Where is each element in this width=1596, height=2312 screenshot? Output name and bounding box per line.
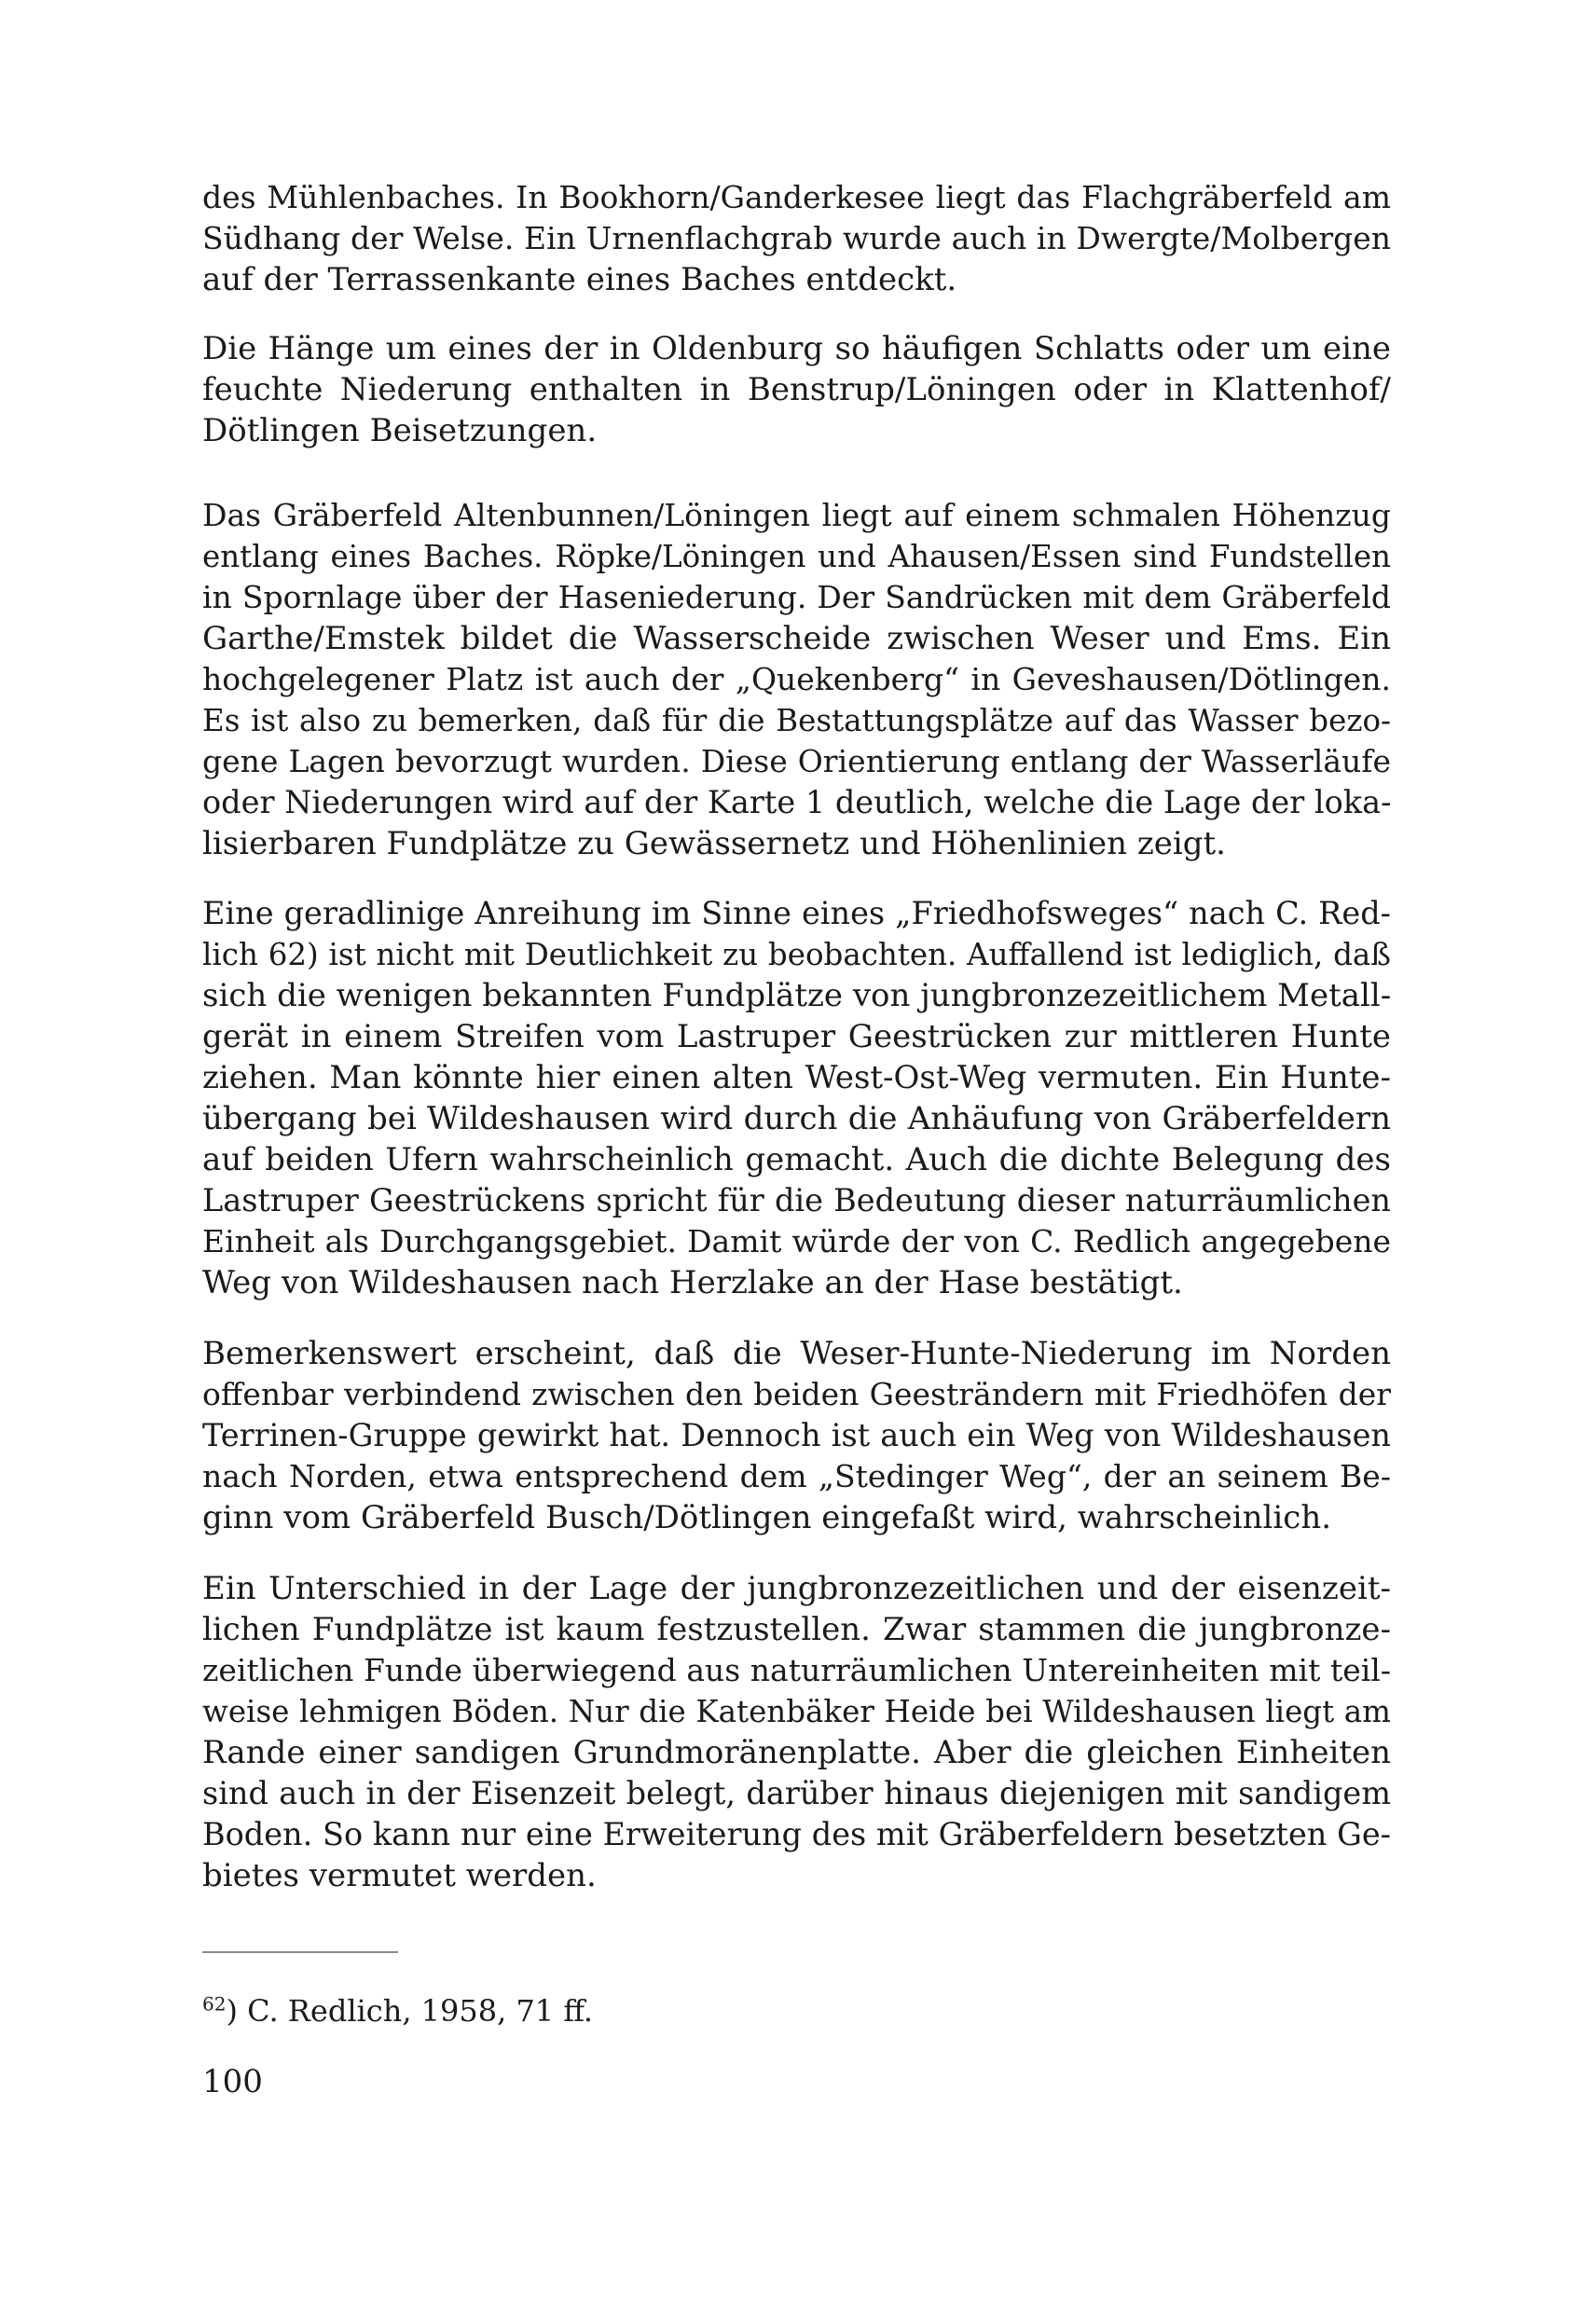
paragraph-1 — [202, 177, 1391, 300]
text-line: bietes vermutet werden. — [202, 1857, 597, 1894]
text-line: gerät in einem Streifen vom Lastruper Geestrücken zur mittleren Hunte — [202, 1018, 1391, 1055]
page-number: 100 — [202, 2063, 263, 2100]
text-line: Das Gräberfeld Altenbunnen/Löningen liegt auf einem schmalen Höhenzug — [202, 497, 1391, 533]
text-line: hochgelegener Platz ist auch der „Quekenberg“ in Geveshausen/Dötlingen. — [202, 661, 1391, 697]
text-line: in Spornlage über der Haseniederung. Der Sandrücken mit dem Gräberfeld — [202, 579, 1391, 615]
text-line: lichen Fundplätze ist kaum festzustellen. Zwar stammen die jungbronze- — [202, 1611, 1391, 1648]
paragraph-4 — [202, 893, 1391, 1303]
text-line: Ein Unterschied in der Lage der jungbronzezeitlichen und der eisenzeit- — [202, 1570, 1391, 1607]
paragraph-6 — [202, 1568, 1391, 1896]
text-line: Weg von Wildeshausen nach Herzlake an der Hase bestätigt. — [202, 1264, 1183, 1301]
paragraph-5 — [202, 1333, 1391, 1538]
footnote-divider — [202, 1951, 398, 1953]
text-line: oder Niederungen wird auf der Karte 1 deutlich, welche die Lage der loka- — [202, 784, 1391, 820]
text-line: Die Hänge um eines der in Oldenburg so häufigen Schlatts oder um eine — [202, 330, 1391, 367]
text-line: nach Norden, etwa entsprechend dem „Stedinger Weg“, der an seinem Be- — [202, 1458, 1391, 1494]
text-line: auf beiden Ufern wahrscheinlich gemacht. Auch die dichte Belegung des — [202, 1141, 1391, 1178]
footnote — [202, 1992, 593, 2030]
text-line: weise lehmigen Böden. Nur die Katenbäker Heide bei Wildeshausen liegt am — [202, 1694, 1391, 1729]
text-line: lich 62) ist nicht mit Deutlichkeit zu beobachten. Auffallend ist lediglich, daß — [202, 937, 1391, 972]
text-line: Südhang der Welse. Ein Urnenflachgrab wurde auch in Dwergte/Molbergen — [202, 220, 1391, 256]
text-line: feuchte Niederung enthalten in Benstrup/Löningen oder in Klattenhof/ — [202, 371, 1391, 408]
text-line: sich die wenigen bekannten Fundplätze von jungbronzezeitlichem Metall- — [202, 977, 1391, 1014]
text-line: Lastruper Geestrückens spricht für die Bedeutung dieser naturräumlichen — [202, 1182, 1391, 1218]
text-line: Einheit als Durchgangsgebiet. Damit würde der von C. Redlich angegebene — [202, 1223, 1391, 1259]
text-line: Es ist also zu bemerken, daß für die Bestattungsplätze auf das Wasser bezo- — [202, 703, 1391, 738]
text-line: des Mühlenbaches. In Bookhorn/Ganderkesee liegt das Flachgräberfeld am — [202, 179, 1391, 215]
text-line: gene Lagen bevorzugt wurden. Diese Orientierung entlang der Wasserläufe — [202, 743, 1391, 779]
footnote-text: ) C. Redlich, 1958, 71 ff. — [226, 1993, 594, 2029]
text-line: Boden. So kann nur eine Erweiterung des mit Gräberfeldern besetzten Ge- — [202, 1816, 1391, 1852]
paragraph-2 — [202, 328, 1391, 451]
text-line: zeitlichen Funde überwiegend aus naturräumlichen Untereinheiten mit teil- — [202, 1652, 1391, 1688]
text-line: übergang bei Wildeshausen wird durch die Anhäufung von Gräberfeldern — [202, 1100, 1391, 1137]
text-line: Dötlingen Beisetzungen. — [202, 412, 598, 449]
text-line: ginn vom Gräberfeld Busch/Dötlingen eingefaßt wird, wahrscheinlich. — [202, 1499, 1332, 1536]
text-line: sind auch in der Eisenzeit belegt, darüber hinaus diejenigen mit sandigem — [202, 1775, 1391, 1811]
text-line: entlang eines Baches. Röpke/Löningen und Ahausen/Essen sind Fundstellen — [202, 539, 1391, 574]
text-line: Garthe/Emstek bildet die Wasserscheide zwischen Weser und Ems. Ein — [202, 620, 1391, 657]
paragraph-3 — [202, 495, 1391, 864]
text-line: Eine geradlinige Anreihung im Sinne eines „Friedhofsweges“ nach C. Red- — [202, 895, 1391, 931]
text-line: offenbar verbindend zwischen den beiden Geesträndern mit Friedhöfen der — [202, 1376, 1391, 1412]
text-line: ziehen. Man könnte hier einen alten West-Ost-Weg vermuten. Ein Hunte- — [202, 1059, 1391, 1096]
text-line: lisierbaren Fundplätze zu Gewässernetz und Höhenlinien zeigt. — [202, 825, 1226, 862]
text-line: Rande einer sandigen Grundmoränenplatte. Aber die gleichen Einheiten — [202, 1734, 1391, 1771]
text-line: auf der Terrassenkante eines Baches entdeckt. — [202, 261, 957, 298]
text-line: Bemerkenswert erscheint, daß die Weser-Hunte-Niederung im Norden — [202, 1335, 1391, 1372]
footnote-marker: 62 — [202, 1992, 227, 2016]
text-line: Terrinen-Gruppe gewirkt hat. Dennoch ist auch ein Weg von Wildeshausen — [202, 1417, 1391, 1453]
